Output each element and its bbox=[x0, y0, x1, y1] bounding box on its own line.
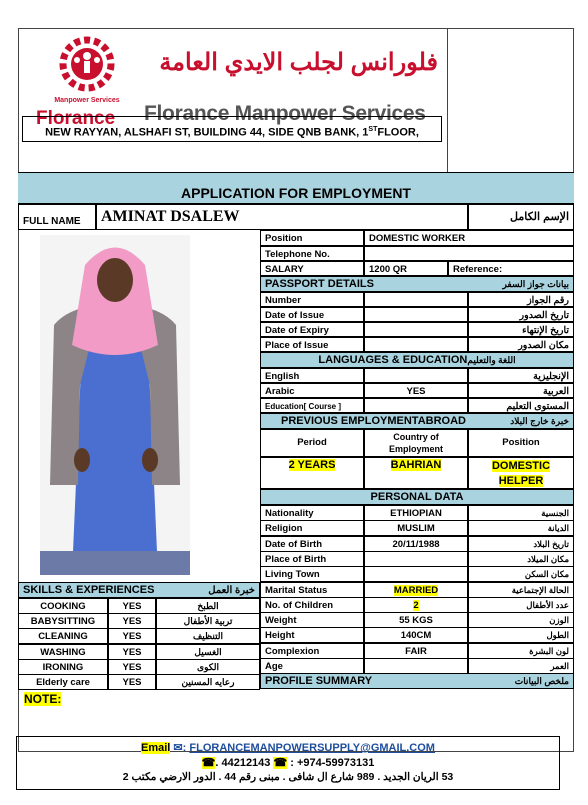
personal-label-ar: الطول bbox=[468, 627, 574, 643]
note-label-text: NOTE: bbox=[24, 692, 62, 706]
languages-title-ar: اللغة والتعليم bbox=[467, 355, 516, 365]
language-label-ar: الإنجليزية bbox=[468, 368, 574, 383]
skill-label: CLEANING bbox=[18, 628, 108, 644]
reference-label: Reference: bbox=[448, 261, 574, 276]
footer-email-line bbox=[17, 741, 559, 754]
personal-value bbox=[364, 582, 468, 598]
personal-label-ar: العمر bbox=[468, 658, 574, 674]
personal-value bbox=[364, 551, 468, 567]
full-name-value: AMINAT DSALEW bbox=[96, 204, 468, 230]
passport-section-title bbox=[260, 276, 574, 292]
skills-section-title bbox=[18, 582, 260, 598]
address-sup: ST bbox=[368, 126, 378, 133]
personal-label-ar: عدد الأطفال bbox=[468, 597, 574, 613]
phone-icon: ☎ bbox=[201, 757, 216, 769]
language-label-ar: المستوى التعليم bbox=[468, 398, 574, 413]
address-text: NEW RAYYAN, ALSHAFI ST, BUILDING 44, SIDE QNB BANK, 1 bbox=[45, 126, 369, 139]
language-label: English bbox=[260, 368, 364, 383]
personal-label: Marital Status bbox=[260, 582, 364, 598]
language-label: Arabic bbox=[260, 383, 364, 398]
form-title: APPLICATION FOR EMPLOYMENT bbox=[181, 185, 411, 201]
passport-label-ar: تاريخ الإنتهاء bbox=[468, 322, 574, 337]
skill-value: YES bbox=[108, 598, 156, 614]
salary-value: 1200 QR bbox=[364, 261, 448, 276]
previous-country: BAHRIAN bbox=[390, 459, 442, 471]
profile-section-title bbox=[260, 673, 574, 689]
personal-value: 55 KGS bbox=[364, 612, 468, 628]
passport-label: Number bbox=[260, 292, 364, 307]
full-name-label-ar: الإسم الكامل bbox=[468, 204, 574, 230]
note-label bbox=[24, 692, 61, 706]
skill-label: COOKING bbox=[18, 598, 108, 614]
email-address[interactable]: FLORANCEMANPOWERSUPPLY@GMAIL.COM bbox=[189, 742, 435, 754]
language-value bbox=[364, 368, 468, 383]
profile-title-ar: ملخص البيانات bbox=[514, 676, 569, 686]
telephone-label: Telephone No. bbox=[260, 246, 364, 261]
skill-label: BABYSITTING bbox=[18, 613, 108, 629]
personal-value: ETHIOPIAN bbox=[364, 505, 468, 521]
personal-value: 20/11/1988 bbox=[364, 536, 468, 552]
skill-label-ar: الطبخ bbox=[156, 598, 260, 614]
personal-label: No. of Children bbox=[260, 597, 364, 613]
passport-value bbox=[364, 292, 468, 307]
personal-value: FAIR bbox=[364, 643, 468, 659]
skill-value: YES bbox=[108, 613, 156, 629]
language-value: YES bbox=[364, 383, 468, 398]
previous-position-line2: HELPER bbox=[498, 475, 544, 487]
phone-2: +974-59973131 bbox=[296, 757, 375, 769]
passport-value bbox=[364, 307, 468, 322]
passport-label-ar: رقم الجواز bbox=[468, 292, 574, 307]
email-icon: ✉: bbox=[173, 742, 187, 754]
passport-label: Date of Expiry bbox=[260, 322, 364, 337]
previous-country-cell bbox=[364, 457, 468, 489]
personal-label-ar: الديانة bbox=[468, 520, 574, 536]
phone-1: 44212143 bbox=[221, 757, 271, 769]
personal-value-text: MARRIED bbox=[393, 585, 439, 596]
personal-label: Religion bbox=[260, 520, 364, 536]
personal-label-ar: الحالة الإجتماعية bbox=[468, 582, 574, 598]
position-label: Position bbox=[260, 230, 364, 246]
skills-title-ar: خبرة العمل bbox=[208, 585, 255, 596]
form-title-bar bbox=[18, 172, 574, 204]
previous-title-ar: خبرة خارج البلاد bbox=[510, 416, 569, 426]
passport-label-ar: تاريخ الصدور bbox=[468, 307, 574, 322]
address-box bbox=[22, 116, 442, 142]
personal-label: Date of Birth bbox=[260, 536, 364, 552]
personal-value: MUSLIM bbox=[364, 520, 468, 536]
languages-title: LANGUAGES & EDUCATION bbox=[318, 354, 468, 366]
passport-title: PASSPORT DETAILS bbox=[265, 278, 374, 290]
languages-section-title bbox=[260, 352, 574, 368]
previous-position-line1: DOMESTIC bbox=[491, 460, 551, 472]
skill-value: YES bbox=[108, 659, 156, 675]
applicant-photo bbox=[40, 235, 190, 575]
personal-value: 140CM bbox=[364, 627, 468, 643]
passport-value bbox=[364, 337, 468, 352]
personal-label: Place of Birth bbox=[260, 551, 364, 567]
skill-label: WASHING bbox=[18, 644, 108, 660]
col-position-header: Position bbox=[468, 429, 574, 457]
col-country-header: Country of Employment bbox=[364, 429, 468, 457]
passport-label: Date of Issue bbox=[260, 307, 364, 322]
skill-label-ar: رعايه المسنين bbox=[156, 674, 260, 690]
skill-value: YES bbox=[108, 628, 156, 644]
personal-label: Living Town bbox=[260, 566, 364, 582]
personal-label: Height bbox=[260, 627, 364, 643]
arabic-company-title: فلورانس لجلب الايدي العامة bbox=[159, 49, 438, 76]
personal-label-ar: مكان السكن bbox=[468, 566, 574, 582]
telephone-value bbox=[364, 246, 574, 261]
personal-label: Nationality bbox=[260, 505, 364, 521]
english-company-title: Florance Manpower Services bbox=[144, 102, 426, 125]
personal-value bbox=[364, 597, 468, 613]
skill-label-ar: الغسيل bbox=[156, 644, 260, 660]
footer-address-ar: 53 الريان الجديد . 989 شارع ال شافى . مبنى رقم 44 . الدور الارضي مكتب 2 bbox=[122, 771, 454, 783]
phone-icon-2: ☎ bbox=[273, 757, 288, 769]
full-name-label: FULL NAME bbox=[18, 204, 96, 230]
skill-label-ar: التنظيف bbox=[156, 628, 260, 644]
personal-label-ar: لون البشرة bbox=[468, 643, 574, 659]
personal-label: Age bbox=[260, 658, 364, 674]
address-end: FLOOR, bbox=[377, 126, 419, 139]
previous-period-cell bbox=[260, 457, 364, 489]
skill-label-ar: الكوى bbox=[156, 659, 260, 675]
footer-box bbox=[16, 736, 560, 790]
profile-title: PROFILE SUMMARY bbox=[265, 675, 373, 687]
personal-value bbox=[364, 566, 468, 582]
personal-label: Weight bbox=[260, 612, 364, 628]
col-period-header: Period bbox=[260, 429, 364, 457]
passport-label-ar: مكان الصدور bbox=[468, 337, 574, 352]
passport-title-ar: بيانات جواز السفر bbox=[502, 279, 569, 289]
skill-label-ar: تربية الأطفال bbox=[156, 613, 260, 629]
header-section bbox=[18, 28, 448, 172]
personal-value-text: 2 bbox=[413, 600, 419, 611]
logo-brand: Florance bbox=[36, 108, 116, 129]
skill-value: YES bbox=[108, 644, 156, 660]
personal-label-ar: مكان الميلاد bbox=[468, 551, 574, 567]
skill-label: IRONING bbox=[18, 659, 108, 675]
personal-label-ar: الوزن bbox=[468, 612, 574, 628]
email-label: Email bbox=[141, 742, 171, 754]
footer-phone-line: ☎. 44212143 ☎ : +974-59973131 bbox=[201, 757, 375, 769]
skills-title: SKILLS & EXPERIENCES bbox=[23, 584, 155, 596]
previous-position-cell bbox=[468, 457, 574, 489]
previous-title: PREVIOUS EMPLOYMENTABROAD bbox=[281, 415, 466, 427]
logo-small-text: Manpower Services bbox=[54, 97, 120, 104]
previous-section-title bbox=[260, 413, 574, 429]
salary-label: SALARY bbox=[260, 261, 364, 276]
personal-label-ar: الجنسية bbox=[468, 505, 574, 521]
skill-label: Elderly care bbox=[18, 674, 108, 690]
personal-label: Complexion bbox=[260, 643, 364, 659]
previous-period: 2 YEARS bbox=[288, 459, 336, 471]
company-logo bbox=[48, 36, 126, 108]
personal-value bbox=[364, 658, 468, 674]
passport-label: Place of Issue bbox=[260, 337, 364, 352]
position-value: DOMESTIC WORKER bbox=[364, 230, 574, 246]
personal-section-title: PERSONAL DATA bbox=[260, 489, 574, 505]
language-label-ar: العربية bbox=[468, 383, 574, 398]
passport-value bbox=[364, 322, 468, 337]
language-label: Education[ Course ] bbox=[260, 398, 364, 413]
language-value bbox=[364, 398, 468, 413]
skill-value: YES bbox=[108, 674, 156, 690]
personal-label-ar: تاريخ البلاد bbox=[468, 536, 574, 552]
